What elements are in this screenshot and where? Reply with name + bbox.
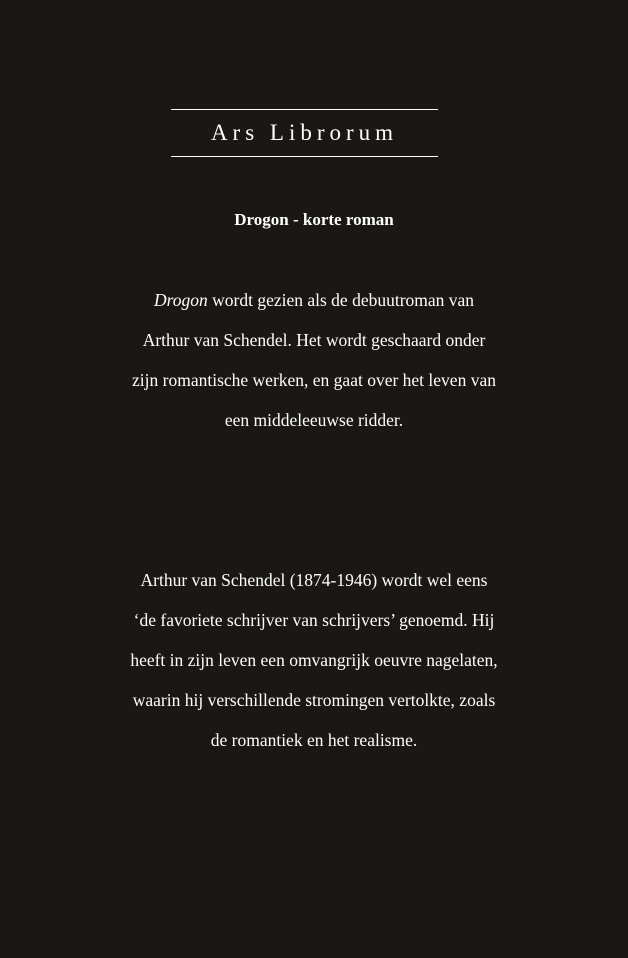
book-subtitle: Drogon - korte roman xyxy=(234,210,394,229)
masthead-bottom-rule xyxy=(171,156,438,157)
description-line-3: zijn romantische werken, en gaat over het leven van xyxy=(132,370,496,390)
description-line-1-rest: wordt gezien als de debuutroman van xyxy=(207,290,475,310)
bio-line-3: heeft in zijn leven een omvangrijk oeuvre nagelaten, xyxy=(130,650,498,670)
book-title-italic: Drogon xyxy=(153,290,208,310)
masthead-top-rule xyxy=(171,109,438,110)
author-biography xyxy=(0,560,628,760)
publisher-masthead xyxy=(171,109,438,158)
bio-line-5: de romantiek en het realisme. xyxy=(210,730,418,750)
bio-line-4: waarin hij verschillende stromingen vertolkte, zoals xyxy=(132,690,496,710)
bio-line-1: Arthur van Schendel (1874-1946) wordt wel eens xyxy=(140,570,488,590)
book-description xyxy=(0,280,628,440)
bio-line-2: ‘de favoriete schrijver van schrijvers’ genoemd. Hij xyxy=(133,610,495,630)
description-line-2: Arthur van Schendel. Het wordt geschaard onder xyxy=(142,330,486,350)
publisher-name: Ars Librorum xyxy=(210,120,399,145)
description-line-1 xyxy=(0,280,628,320)
description-line-4: een middeleeuwse ridder. xyxy=(224,410,404,430)
